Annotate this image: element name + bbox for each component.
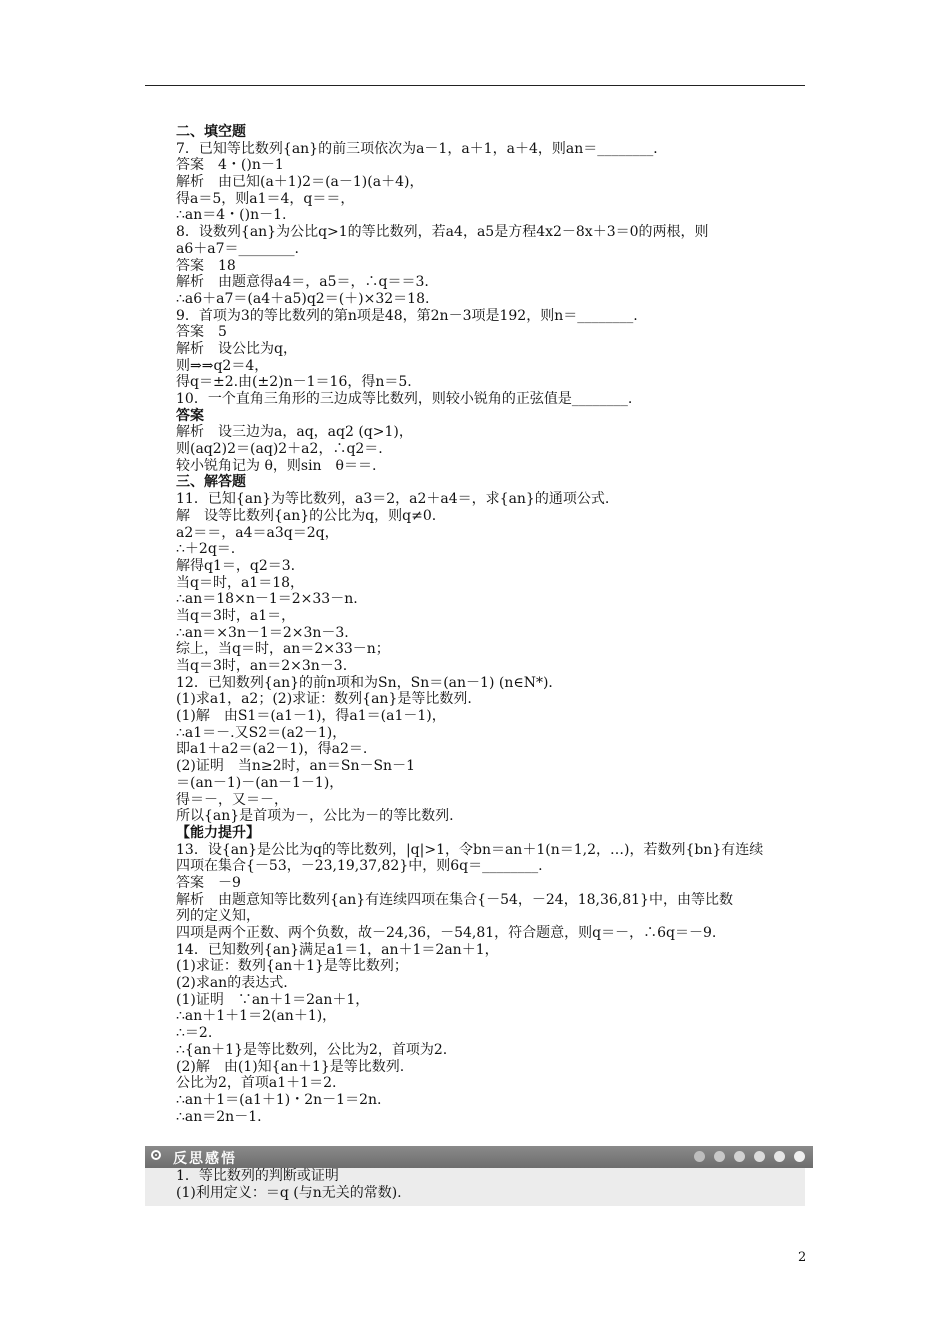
text-line: ∴a6＋a7＝(a4＋a5)q2＝(＋)×32＝18.	[176, 290, 430, 307]
text-line: ∴＋2q＝.	[176, 541, 236, 558]
text-line: ∴an＝2n－1.	[176, 1108, 262, 1125]
text-line: 当q＝时，a1＝18，	[176, 574, 305, 591]
text-line: 13．设{an}是公比为q的等比数列，|q|>1，令bn＝an＋1(n＝1,2，…)，若数列{bn}有连续	[176, 841, 764, 858]
text-line: 解得q1＝，q2＝3.	[176, 557, 296, 574]
text-line: 四项是两个正数、两个负数，故－24,36，－54,81，符合题意，则q＝－，∴6q＝－9.	[176, 925, 717, 941]
section-bar	[145, 1146, 813, 1168]
text-line: 答案 5	[176, 324, 227, 341]
text-line: 四项在集合{－53，－23,19,37,82}中，则6q＝________.	[176, 858, 543, 875]
text-line: a6＋a7＝________.	[176, 240, 299, 257]
text-line: 解 设等比数列{an}的公比为q，则q≠0.	[176, 507, 437, 524]
header-rule	[145, 85, 805, 86]
text-line: ∴an＝18×n－1＝2×33－n.	[176, 591, 358, 608]
text-line: 【能力提升】	[176, 824, 260, 841]
text-line: 答案 －9	[176, 874, 241, 891]
dot-icon	[714, 1151, 725, 1162]
text-line: 较小锐角记为 θ，则sin θ＝＝.	[176, 457, 377, 474]
text-line: 答案 18	[176, 257, 236, 274]
text-line: (2)求an的表达式.	[176, 975, 288, 992]
text-line: 列的定义知，	[176, 908, 260, 925]
dot-icon	[694, 1151, 705, 1162]
text-line: 答案	[176, 407, 204, 424]
document-body	[176, 124, 816, 1125]
text-line: (2)解 由(1)知{an＋1}是等比数列.	[176, 1058, 405, 1075]
text-line: 14．已知数列{an}满足a1＝1，an＋1＝2an＋1，	[176, 941, 499, 958]
text-line: 解析 由题意知等比数列{an}有连续四项在集合{－54，－24，18,36,81}中，由等比数	[176, 891, 733, 908]
text-line: 解析 由题意得a4＝，a5＝，∴q＝＝3.	[176, 274, 429, 291]
text-line: ∴an＋1＋1＝2(an＋1)，	[176, 1008, 337, 1025]
text-line: 得a＝5，则a1＝4，q＝＝，	[176, 190, 355, 207]
text-line: (2)证明 当n≥2时，an＝Sn－Sn－1	[176, 758, 415, 775]
text-line: 7．已知等比数列{an}的前三项依次为a－1，a＋1，a＋4，则an＝________．	[176, 140, 668, 157]
text-line: 当q＝3时，a1＝，	[176, 607, 296, 624]
text-line: 所以{an}是首项为－，公比为－的等比数列.	[176, 808, 454, 825]
text-line: 综上，当q＝时，an＝2×33－n；	[176, 641, 390, 658]
bullet-icon	[151, 1150, 161, 1160]
dot-icon	[734, 1151, 745, 1162]
text-line: ∴an＝4・()n－1.	[176, 207, 287, 224]
page-number: 2	[798, 1250, 807, 1265]
summary-line: (1)利用定义：＝q (与n无关的常数).	[176, 1184, 402, 1201]
text-line: ＝(an－1)－(an－1－1)，	[176, 774, 344, 791]
dot-icon	[774, 1151, 785, 1162]
text-line: ∴＝2.	[176, 1025, 213, 1042]
text-line: 9．首项为3的等比数列的第n项是48，第2n－3项是192，则n＝________.	[176, 307, 638, 324]
text-line: (1)证明 ∵an＋1＝2an＋1，	[176, 991, 370, 1008]
text-line: 10．一个直角三角形的三边成等比数列，则较小锐角的正弦值是________.	[176, 391, 633, 407]
text-line: ∴{an＋1}是等比数列，公比为2，首项为2.	[176, 1041, 448, 1058]
text-line: ∴a1＝－.又S2＝(a2－1)，	[176, 724, 347, 741]
text-line: 解析 设三边为a，aq，aq2 (q>1)，	[176, 424, 413, 441]
text-line: 11．已知{an}为等比数列，a3＝2，a2＋a4＝，求{an}的通项公式.	[176, 491, 610, 508]
text-line: (1)解 由S1＝(a1－1)，得a1＝(a1－1)，	[176, 708, 446, 725]
text-line: a2＝＝，a4＝a3q＝2q，	[176, 524, 339, 541]
summary-line: 1．等比数列的判断或证明	[176, 1168, 339, 1184]
text-line: 答案 4・()n－1	[176, 157, 284, 174]
text-line: 则(aq2)2＝(aq)2＋a2，∴q2＝.	[176, 441, 383, 458]
text-line: 解析 由已知(a＋1)2＝(a－1)(a＋4)，	[176, 174, 424, 191]
summary-box	[145, 1168, 805, 1206]
text-line: (1)求a1，a2；(2)求证：数列{an}是等比数列.	[176, 691, 472, 708]
dot-icon	[754, 1151, 765, 1162]
text-line: 三、解答题	[176, 474, 246, 491]
text-line: 得＝－，又＝－，	[176, 791, 288, 808]
text-line: 即a1＋a2＝(a2－1)，得a2＝.	[176, 741, 368, 758]
text-line: 解析 设公比为q，	[176, 340, 297, 357]
text-line: 8．设数列{an}为公比q>1的等比数列，若a4，a5是方程4x2－8x＋3＝0的两根，则	[176, 224, 709, 241]
text-line: 公比为2，首项a1＋1＝2.	[176, 1075, 337, 1092]
text-line: (1)求证：数列{an＋1}是等比数列；	[176, 958, 408, 975]
text-line: 当q＝3时，an＝2×3n－3.	[176, 658, 348, 674]
text-line: 12．已知数列{an}的前n项和为Sn，Sn＝(an－1) (n∈N*)．	[176, 674, 563, 691]
text-line: 得q＝±2.由(±2)n－1＝16，得n＝5.	[176, 374, 412, 391]
text-line: ∴an＋1＝(a1＋1)・2n－1＝2n.	[176, 1091, 382, 1108]
text-line: 二、填空题	[176, 124, 246, 140]
section-title: 反思感悟	[173, 1151, 237, 1167]
text-line: 则⇒⇒q2＝4，	[176, 357, 269, 374]
text-line: ∴an＝×3n－1＝2×3n－3.	[176, 624, 349, 641]
dot-icon	[794, 1151, 805, 1162]
decorative-dots	[694, 1151, 805, 1162]
